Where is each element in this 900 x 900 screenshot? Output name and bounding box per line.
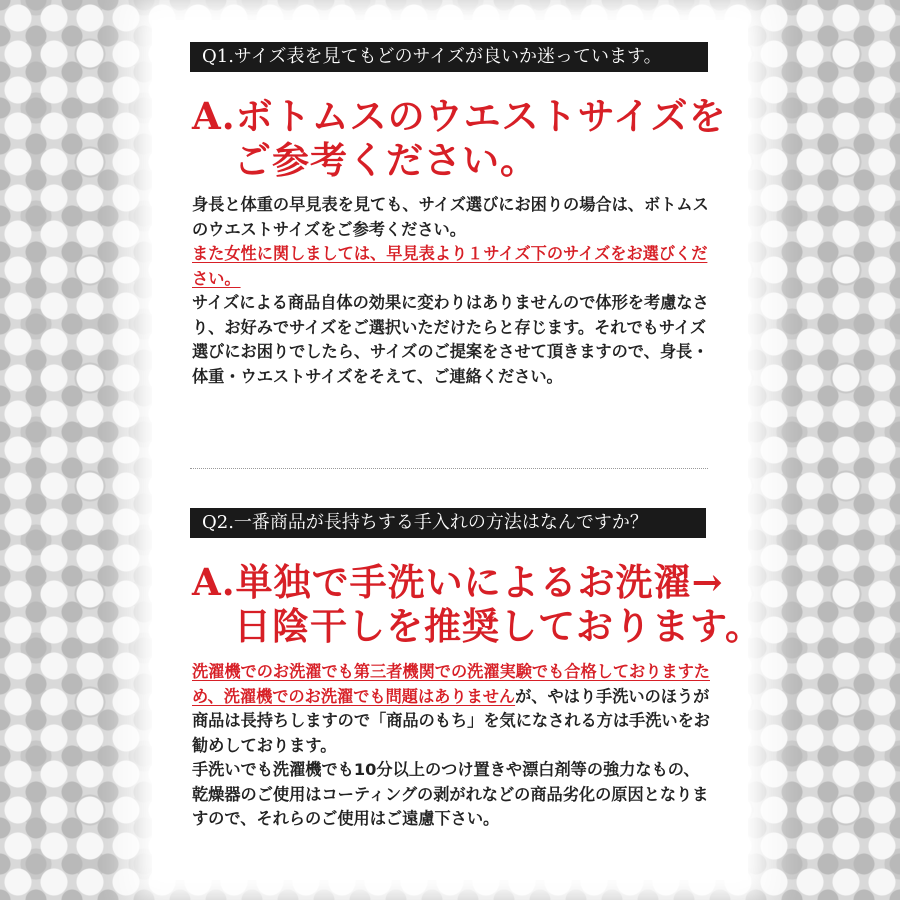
q1-question-text: Q1.サイズ表を見てもどのサイズが良いか迷っています。: [202, 46, 662, 67]
q1-body-emphasis: また女性に関しましては、早見表より１サイズ下のサイズをお選びください。: [192, 244, 708, 288]
q2-body-paragraph-2: 手洗いでも洗濯機でも10分以上のつけ置きや漂白剤等の強力なもの、乾燥器のご使用はコーティングの剥がれなどの商品劣化の原因となりますので、それらのご使用はご遠慮下さい。: [192, 760, 709, 828]
q2-body-continuation: が、やはり手洗いのほうが商品は長持ちしますので「商品のもち」を気になされる方は手洗いをお勧めしております。: [192, 686, 710, 755]
q2-answer-line2: 日陰干しを推奨しております。: [234, 604, 764, 648]
q2-body-paragraph-1: [192, 660, 712, 758]
q1-answer-body: [192, 193, 712, 389]
q2-answer-heading: [192, 560, 763, 648]
q1-question-bar: [190, 42, 708, 72]
q2-answer-line1: A.単独で手洗いによるお洗濯→: [192, 560, 724, 604]
section-divider: [190, 468, 708, 469]
q2-question-text: Q2.一番商品が長持ちする手入れの方法はなんですか？: [202, 512, 648, 533]
q2-body-emphasis: 洗濯機でのお洗濯でも第三者機関での洗濯実験でも合格しておりますため、洗濯機でのお洗濯でも問題はありません: [192, 662, 710, 706]
q2-question-bar: [190, 508, 706, 538]
q2-answer-body: [192, 660, 712, 832]
q1-answer-line2: ご参考ください。: [234, 138, 538, 182]
q1-answer-line1: A.ボトムスのウエストサイズを: [192, 94, 727, 138]
q1-body-paragraph-1: 身長と体重の早見表を見ても、サイズ選びにお困りの場合は、ボトムスのウエストサイズをご参考ください。: [192, 195, 709, 239]
q1-answer-heading: [192, 94, 727, 182]
q1-body-paragraph-2: サイズによる商品自体の効果に変わりはありませんので体形を考慮なさり、お好みでサイズをご選択いただけたらと存じます。それでもサイズ選びにお困りでしたら、サイズのご提案をさせて頂きますので、身長・体重・ウエストサイズをそえて、ご連絡ください。: [192, 293, 709, 386]
